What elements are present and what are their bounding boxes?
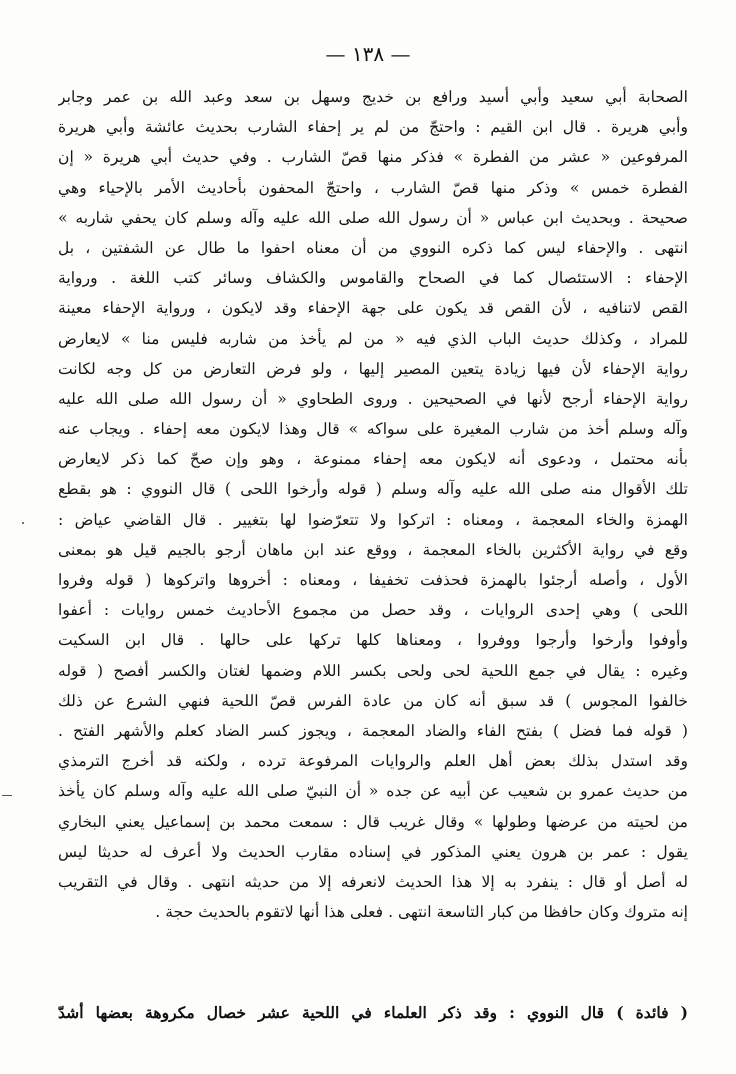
text-line: وأوفوا وأرخوا وأرجوا ووفروا ، ومعناها كلها تركها على حالها . قال ابن السكيت (58, 631, 688, 650)
text-line: المرفوعين « عشر من الفطرة » فذكر منها قصّ الشارب . وفي حديث أبي هريرة « إن (58, 148, 688, 167)
text-line: من لحيته من عرضها وطولها » وقال غريب قال : سمعت محمد بن إسماعيل يعني البخاري (58, 812, 688, 831)
scan-speck (22, 522, 24, 524)
text-line: إنه متروك وكان حافظا من كبار التاسعة انتهى . فعلى هذا أنها لاتقوم بالحديث حجة . (155, 903, 688, 922)
text-line: وقع في رواية الأكثرين بالخاء المعجمة ، ووقع عند ابن ماهان أرجو بالجيم قيل هو بمعنى (58, 540, 688, 559)
text-line: وأبي هريرة . قال ابن القيم : واحتجّ من لم ير إحفاء الشارب بحديث عائشة وأبي هريرة (58, 118, 688, 137)
text-line: الهمزة والخاء المعجمة ، ومعناه : اتركوا ولا تتعرّضوا لها بتغيير . قال القاضي عياض : (58, 510, 688, 529)
text-line: خالفوا المجوس ) قد سبق أنه كان من عادة الفرس قصّ اللحية فنهي الشرع عن ذلك (58, 691, 688, 710)
text-line: يقول : عمر بن هرون يعني المذكور في إسناده مقارب الحديث ولا أعرف له حديثا ليس (58, 842, 688, 861)
margin-tick (2, 795, 12, 796)
text-line: الفطرة خمس » وذكر منها قصّ الشارب ، واحتجّ المحفون بأحاديث الأمر بالإحياء وهي (58, 178, 688, 197)
text-line: الأول ، وأصله أرجئوا بالهمزة فحذفت تخفيفا ، ومعناه : أخروها واتركوها ( قوله وفروا (58, 571, 688, 589)
text-line: اللحى ) وهي إحدى الروايات ، وقد حصل من مجموع الأحاديث خمس روايات : أعفوا (58, 601, 688, 620)
main-text-block (58, 82, 688, 927)
text-line: للمراد ، وكذلك حديث الباب الذي فيه « من لم يأخذ من شاربه فليس منا » لايعارض (58, 329, 688, 348)
text-line: الإحفاء : الاستئصال كما في الصحاح والقاموس والكشاف وسائر كتب اللغة . ورواية (58, 269, 688, 288)
text-line: رواية الإحفاء لأن فيها زيادة يتعين المصير إليها ، ولو فرض التعارض من كل وجه لكانت (58, 359, 688, 378)
text-line: القص لاتنافيه ، لأن القص قد يكون على جهة الإحفاء وقد لايكون ، ورواية الإحفاء معينة (58, 299, 688, 318)
text-line: انتهى . والإحفاء ليس كما ذكره النووي من أن معناه احفوا ما طال عن الشفتين ، بل (58, 238, 688, 257)
text-line: وغيره : يقال في جمع اللحية لحى ولحى بكسر اللام وضمها لغتان والكسر أفصح ( قوله (58, 661, 688, 680)
text-line: له أصل أو قال : ينفرد به إلا هذا الحديث لانعرفه إلا من حديثه انتهى . وقال في التقريب (58, 872, 688, 891)
text-line: وآله وسلم أخذ من شارب المغيرة على سواكه » قال وهذا لايكون معه إحفاء . ويجاب عنه (58, 420, 688, 439)
footnote-benefit: ( فائدة ) قال النووي : وقد ذكر العلماء في اللحية عشر خصال مكروهة بعضها أشدّ (58, 1003, 688, 1022)
page-number: — ١٣٨ — (325, 42, 411, 66)
text-line: صحيحة . وبحديث ابن عباس « أن رسول الله صلى الله عليه وآله وسلم كان يحفي شاربه » (58, 208, 688, 227)
text-line: الصحابة أبي سعيد وأبي أسيد ورافع بن خديج وسهل بن سعد وعبد الله بن عمر وجابر (58, 88, 688, 106)
text-line: تلك الأقوال منه صلى الله عليه وآله وسلم ( قوله وأرخوا اللحى ) قال النووي : هو بقطع (58, 480, 688, 499)
text-line: وقد استدل بذلك بعض أهل العلم والروايات المرفوعة ترده ، ولكنه قد أخرج الترمذي (58, 752, 688, 771)
text-line: بأنه محتمل ، ودعوى أنه لايكون معه إحفاء ممنوعة ، وهو وإن صحّ كما ذكر لايعارض (58, 450, 688, 469)
text-line: رواية الإحفاء أرجح لأنها في الصحيحين . وروى الطحاوي « أن رسول الله صلى الله عليه (58, 389, 688, 408)
text-line: من حديث عمرو بن شعيب عن أبيه عن جده « أن النبيّ صلى الله عليه وآله وسلم كان يأخذ (58, 782, 688, 801)
text-line: ( قوله فما فضل ) بفتح الفاء والضاد المعجمة ، ويجوز كسر الضاد كعلم والأشهر الفتح . (58, 721, 688, 740)
